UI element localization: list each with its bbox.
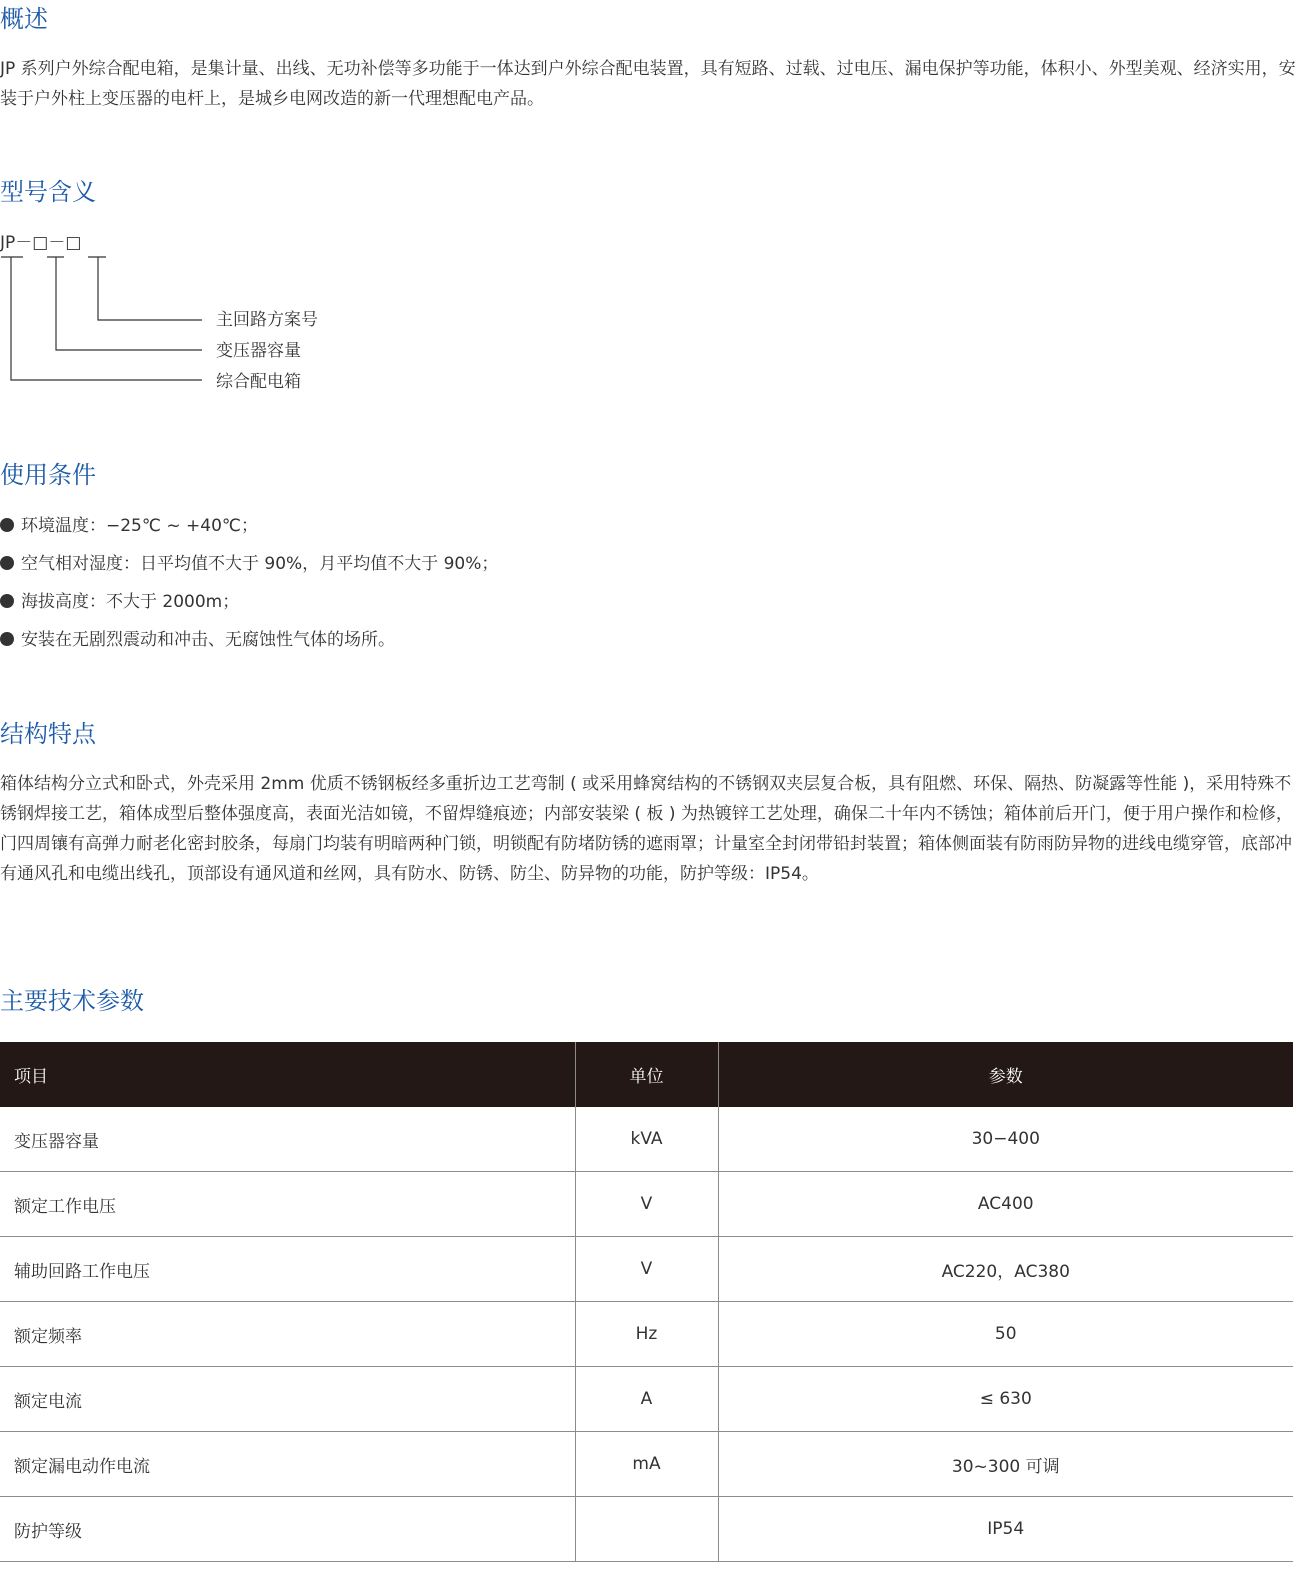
cell-unit: V <box>575 1237 718 1302</box>
model-line-capacity <box>56 257 202 350</box>
structure-text: 箱体结构分立式和卧式，外壳采用 2mm 优质不锈钢板经多重折边工艺弯制 ( 或采用蜂窝结构的不锈钢双夹层复合板，具有阻燃、环保、隔热、防凝露等性能 )，采用特殊不锈钢焊接工艺，箱体成型后整体强度高，表面光洁如镜，不留焊缝痕迹；内部安装梁 ( 板 ) 为热镀锌工艺处理，确保二十年内不锈蚀；箱体前后开门，便于用户操作和检修，门四周镶有高弹力耐老化密封胶条，每扇门均装有明暗两种门锁，明锁配有防堵防锈的遮雨罩；计量室全封闭带铅封装置；箱体侧面装有防雨防异物的进线电缆穿管，底部冲有通风孔和电缆出线孔，顶部设有通风道和丝网，具有防水、防锈、防尘、防异物的功能，防护等级：IP54。 <box>0 774 1293 884</box>
cell-item: 额定频率 <box>0 1302 575 1367</box>
model-line-prefix <box>11 257 202 380</box>
condition-text: 环境温度：−25℃ ~ +40℃； <box>21 516 258 536</box>
table-row <box>0 1497 1293 1562</box>
table-row <box>0 1367 1293 1432</box>
model-label-box: 综合配电箱 <box>216 372 301 392</box>
cell-param: 30~300 可调 <box>718 1432 1293 1497</box>
cell-unit: V <box>575 1172 718 1237</box>
cell-unit: Hz <box>575 1302 718 1367</box>
cell-item: 额定工作电压 <box>0 1172 575 1237</box>
spec-table <box>0 1042 1293 1562</box>
condition-text: 海拔高度：不大于 2000m； <box>21 592 240 612</box>
bullet-dot-icon <box>0 594 14 608</box>
bullet-dot-icon <box>0 632 14 646</box>
table-row <box>0 1302 1293 1367</box>
cell-item: 额定电流 <box>0 1367 575 1432</box>
table-row <box>0 1237 1293 1302</box>
cell-unit: A <box>575 1367 718 1432</box>
cell-param: AC400 <box>718 1172 1293 1237</box>
condition-item <box>0 628 395 652</box>
cell-unit: kVA <box>575 1107 718 1172</box>
model-label-capacity: 变压器容量 <box>216 341 301 361</box>
table-header-row <box>0 1042 1293 1107</box>
condition-text: 安装在无剧烈震动和冲击、无腐蚀性气体的场所。 <box>21 630 395 650</box>
cell-unit: mA <box>575 1432 718 1497</box>
cell-param: AC220，AC380 <box>718 1237 1293 1302</box>
model-diagram-lines <box>0 250 210 385</box>
bullet-dot-icon <box>0 518 14 532</box>
header-item: 项目 <box>0 1042 575 1107</box>
cell-item: 变压器容量 <box>0 1107 575 1172</box>
cell-param: 30−400 <box>718 1107 1293 1172</box>
section-title-structure: 结构特点 <box>0 720 96 748</box>
bullet-dot-icon <box>0 556 14 570</box>
table-row <box>0 1432 1293 1497</box>
cell-item: 额定漏电动作电流 <box>0 1432 575 1497</box>
cell-item: 防护等级 <box>0 1497 575 1562</box>
section-title-conditions: 使用条件 <box>0 461 96 489</box>
cell-item: 辅助回路工作电压 <box>0 1237 575 1302</box>
header-param: 参数 <box>718 1042 1293 1107</box>
cell-param: ≤ 630 <box>718 1367 1293 1432</box>
condition-item <box>0 552 498 576</box>
section-title-overview: 概述 <box>0 5 48 33</box>
cell-unit <box>575 1497 718 1562</box>
cell-param: IP54 <box>718 1497 1293 1562</box>
table-row <box>0 1172 1293 1237</box>
header-unit: 单位 <box>575 1042 718 1107</box>
condition-item <box>0 590 239 614</box>
condition-item <box>0 514 258 538</box>
table-row <box>0 1107 1293 1172</box>
cell-param: 50 <box>718 1302 1293 1367</box>
condition-text: 空气相对湿度：日平均值不大于 90%，月平均值不大于 90%； <box>21 554 499 574</box>
model-label-scheme: 主回路方案号 <box>216 310 318 330</box>
overview-text: JP 系列户外综合配电箱，是集计量、出线、无功补偿等多功能于一体达到户外综合配电装置，具有短路、过载、过电压、漏电保护等功能，体积小、外型美观、经济实用，安装于户外柱上变压器的电杆上，是城乡电网改造的新一代理想配电产品。 <box>0 59 1296 109</box>
model-code: JP－□－□ <box>0 233 82 253</box>
section-title-params: 主要技术参数 <box>0 987 144 1015</box>
model-line-scheme <box>98 257 202 320</box>
section-title-model: 型号含义 <box>0 178 96 206</box>
